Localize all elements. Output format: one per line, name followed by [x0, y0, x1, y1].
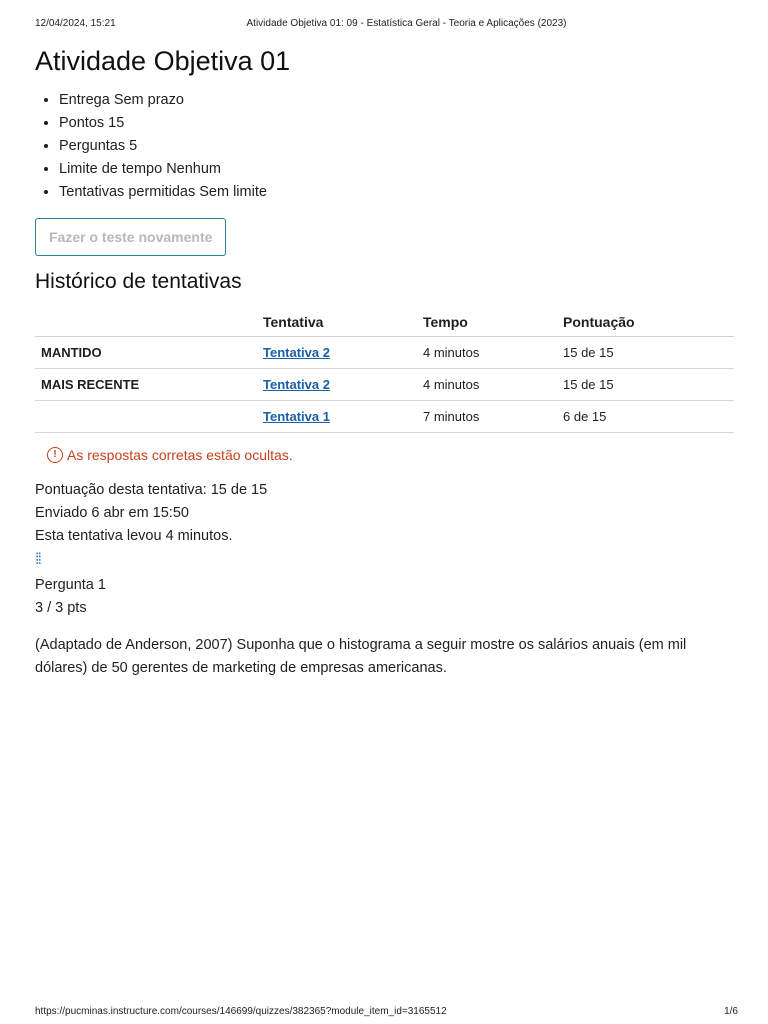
- detail-allowed-attempts: • Tentativas permitidas Sem limite: [59, 183, 735, 202]
- table-row: [35, 369, 734, 401]
- column-header-attempt: Tentativa: [263, 308, 423, 337]
- print-page-title: Atividade Objetiva 01: 09 - Estatística Geral - Teoria e Aplicações (2023): [246, 18, 567, 29]
- attempt-duration: Esta tentativa levou 4 minutos.: [35, 528, 233, 544]
- attempt-submitted: Enviado 6 abr em 15:50: [35, 505, 189, 521]
- attempt-link[interactable]: Tentativa 2: [263, 377, 330, 392]
- print-page-number: 1/6: [724, 1006, 738, 1017]
- column-header-time: Tempo: [423, 308, 563, 337]
- attempt-score: Pontuação desta tentativa: 15 de 15: [35, 482, 268, 498]
- question-header: [35, 574, 735, 620]
- detail-time-limit: • Limite de tempo Nenhum: [59, 160, 735, 179]
- question-text: (Adaptado de Anderson, 2007) Suponha que o histograma a seguir mostre os salários anuais (em mil dólares) de 50 gerentes de marketing de empresas americanas.: [35, 637, 687, 676]
- attempt-link[interactable]: Tentativa 2: [263, 345, 330, 360]
- quiz-details-list: [35, 91, 735, 202]
- row-score: 15 de 15: [563, 337, 734, 369]
- attempt-history-table: [35, 308, 734, 433]
- answers-hidden-notice: [47, 447, 735, 463]
- attempt-info: [35, 479, 735, 548]
- row-label: MANTIDO: [35, 337, 263, 369]
- detail-points: • Pontos 15: [59, 114, 735, 133]
- print-date: 12/04/2024, 15:21: [35, 18, 116, 29]
- attempt-history-title: Histórico de tentativas: [35, 270, 242, 293]
- row-label: [35, 401, 263, 433]
- alert-circle-icon: !: [47, 447, 63, 463]
- detail-questions: • Perguntas 5: [59, 137, 735, 156]
- retake-quiz-button[interactable]: Fazer o teste novamente: [35, 218, 226, 256]
- detail-due: • Entrega Sem prazo: [59, 91, 735, 110]
- row-score: 6 de 15: [563, 401, 734, 433]
- main-content: [35, 46, 735, 680]
- print-url: https://pucminas.instructure.com/courses/146699/quizzes/382365?module_item_id=3165512: [35, 1006, 447, 1017]
- question-points: 3 / 3 pts: [35, 600, 87, 616]
- drag-handle-icon[interactable]: ⁞⁞: [35, 551, 40, 568]
- answers-hidden-text: As respostas corretas estão ocultas.: [67, 447, 293, 463]
- quiz-title: Atividade Objetiva 01: [35, 46, 291, 76]
- row-time: 4 minutos: [423, 369, 563, 401]
- row-time: 7 minutos: [423, 401, 563, 433]
- column-header-score: Pontuação: [563, 308, 734, 337]
- column-header-label: [35, 308, 263, 337]
- attempt-link[interactable]: Tentativa 1: [263, 409, 330, 424]
- question-number: Pergunta 1: [35, 577, 106, 593]
- table-row: [35, 337, 734, 369]
- row-time: 4 minutos: [423, 337, 563, 369]
- row-label: MAIS RECENTE: [35, 369, 263, 401]
- table-row: [35, 401, 734, 433]
- table-header-row: [35, 308, 734, 337]
- row-score: 15 de 15: [563, 369, 734, 401]
